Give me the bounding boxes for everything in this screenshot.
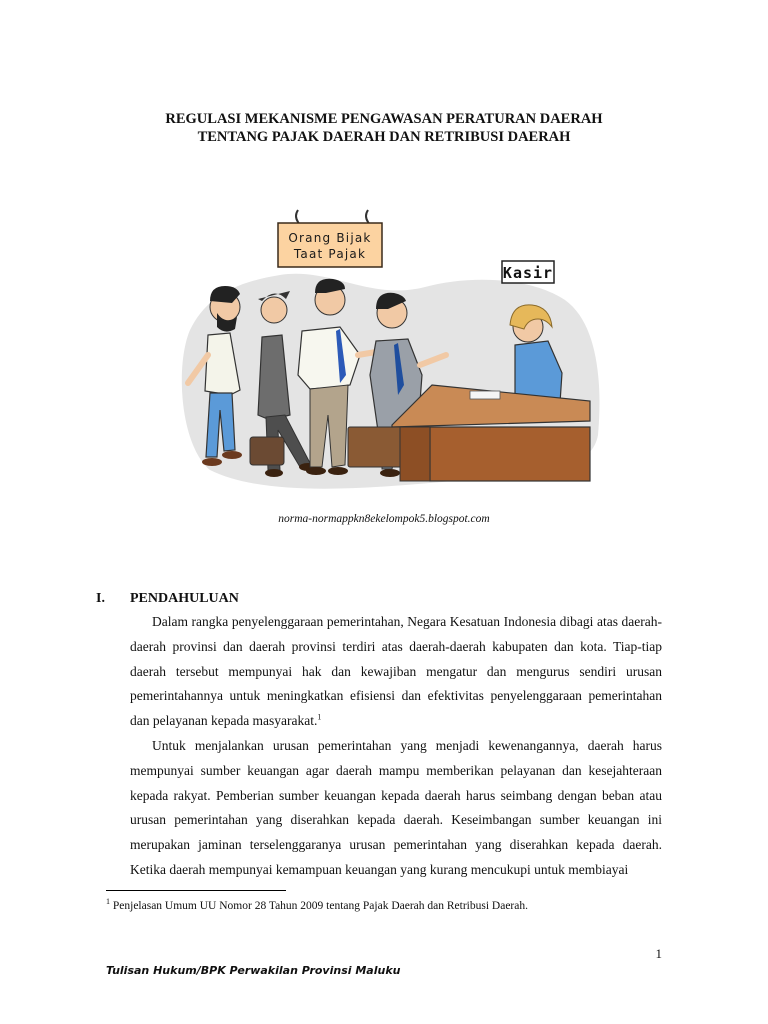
cashier-label	[502, 261, 554, 283]
footnote-text: Penjelasan Umum UU Nomor 28 Tahun 2009 tentang Pajak Daerah dan Retribusi Daerah.	[110, 900, 528, 912]
running-footer: Tulisan Hukum/BPK Perwakilan Provinsi Maluku	[106, 964, 401, 977]
page-number: 1	[655, 946, 662, 961]
title-line-1: REGULASI MEKANISME PENGAWASAN PERATURAN DAERAH	[165, 111, 603, 127]
sign-line-2: Taat Pajak	[293, 247, 367, 261]
title-line-2: TENTANG PAJAK DAERAH DAN RETRIBUSI DAERAH	[197, 129, 571, 145]
cashier-label-text: Kasir	[502, 264, 554, 282]
section-number: I.	[96, 591, 105, 606]
footnote	[106, 897, 528, 912]
paragraph-2: Untuk menjalankan urusan pemerintahan yang menjadi kewenangannya, daerah harus mempunyai sumber keuangan agar daerah mampu memberikan pelayanan dan kesejahteraan kepada rakyat. Pemberian sumber keuangan kepada daerah harus seimbang dengan beban atau urusan pemerintahan yang diserahkan kepada daerah. Keseimbangan sumber keuangan ini merupakan jaminan terselenggaranya urusan pemerintahan yang diserahkan kepada daerah. Ketika daerah mempunyai kemampuan keuangan yang kurang mencukupi untuk membiayai	[130, 737, 662, 877]
footnote-ref: 1	[317, 712, 322, 722]
footnote-divider	[106, 890, 286, 891]
image-caption: norma-normappkn8ekelompok5.blogspot.com	[278, 513, 490, 525]
wise-taxpayer-sign	[278, 210, 382, 267]
cashier-desk	[392, 385, 590, 481]
section-title: PENDAHULUAN	[130, 591, 239, 606]
body-text	[130, 610, 662, 883]
paragraph-1	[130, 610, 662, 734]
footnote-marker: 1	[106, 897, 110, 907]
tax-queue-illustration	[170, 205, 602, 500]
paragraph-1-text: Dalam rangka penyelenggaraan pemerintahan, Negara Kesatuan Indonesia dibagi atas daerah-daerah provinsi dan daerah provinsi terdiri atas daerah-daerah kabupaten dan kota. Tiap-tiap daerah tersebut mempunyai hak dan kewajiban mengatur dan mengurus sendiri urusan pemerintahannya untuk meningkatkan efisiensi dan efektivitas penyelenggaraan pemerintahan dan pelayanan kepada masyarakat.	[130, 614, 662, 729]
sign-line-1: Orang Bijak	[288, 231, 372, 245]
document-title	[0, 110, 768, 146]
